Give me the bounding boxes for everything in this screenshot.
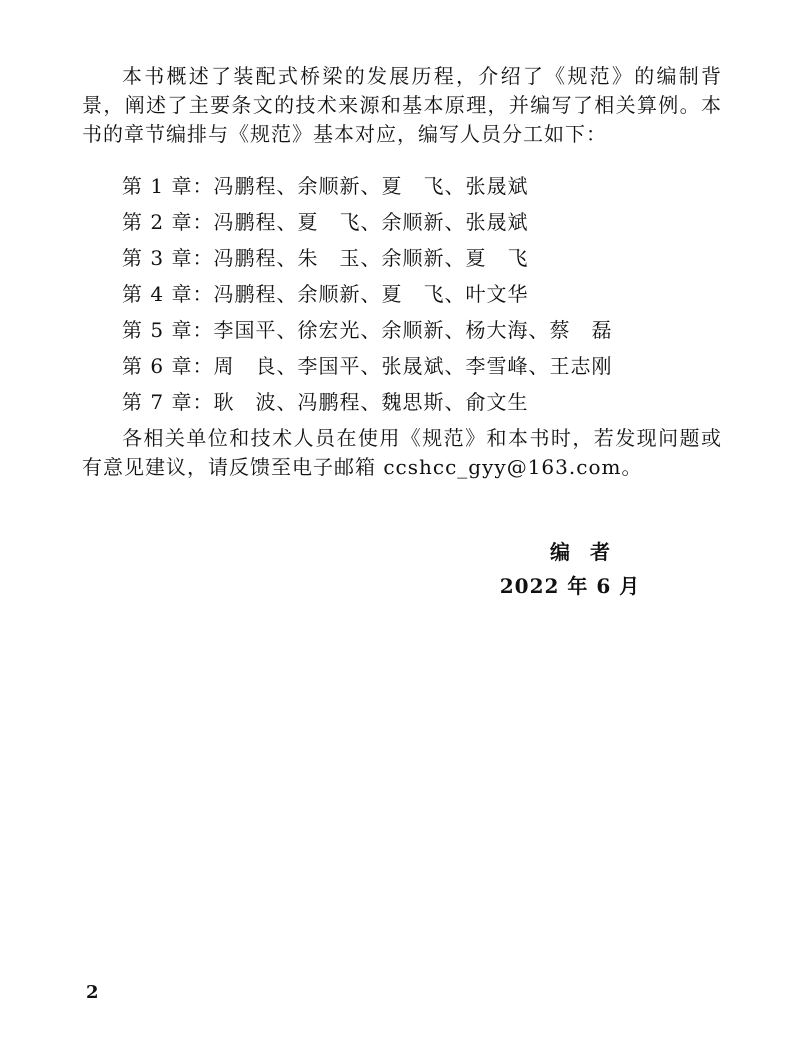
signature-date: 2022 年 6 月 <box>499 574 641 598</box>
chapter-7-authors: 第 7 章：耿 波、冯鹏程、魏思斯、俞文生 <box>122 390 529 414</box>
chapter-5-authors: 第 5 章：李国平、徐宏光、余顺新、杨大海、蔡 磊 <box>122 318 613 342</box>
feedback-paragraph: 各相关单位和技术人员在使用《规范》和本书时，若发现问题或有意见建议，请反馈至电子邮箱 ccshcc_gyy@163.com。 <box>82 426 722 479</box>
chapter-6-authors: 第 6 章：周 良、李国平、张晟斌、李雪峰、王志刚 <box>122 354 613 378</box>
chapter-3-authors: 第 3 章：冯鹏程、朱 玉、余顺新、夏 飞 <box>122 246 529 270</box>
signature-author: 编者 <box>550 540 630 564</box>
intro-paragraph: 本书概述了装配式桥梁的发展历程，介绍了《规范》的编制背景，阐述了主要条文的技术来源和基本原理，并编写了相关算例。本书的章节编排与《规范》基本对应，编写人员分工如下： <box>82 64 722 146</box>
chapter-author-list <box>122 172 612 424</box>
chapter-4-authors: 第 4 章：冯鹏程、余顺新、夏 飞、叶文华 <box>122 282 529 306</box>
chapter-2-authors: 第 2 章：冯鹏程、夏 飞、余顺新、张晟斌 <box>122 210 529 234</box>
page-number: 2 <box>86 982 99 1003</box>
chapter-1-authors: 第 1 章：冯鹏程、余顺新、夏 飞、张晟斌 <box>122 174 529 198</box>
